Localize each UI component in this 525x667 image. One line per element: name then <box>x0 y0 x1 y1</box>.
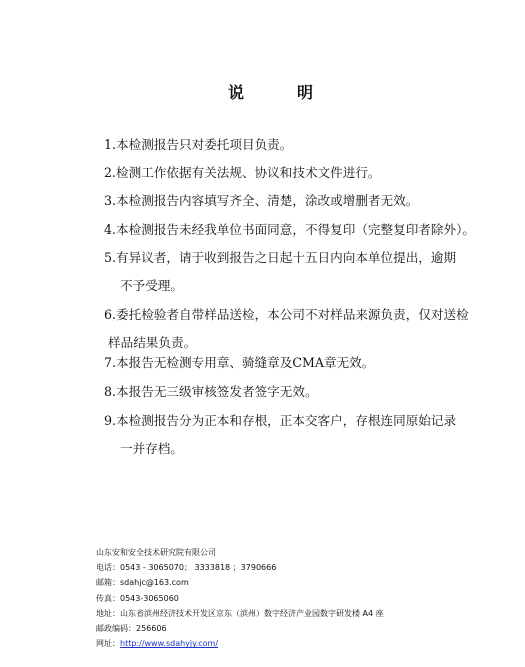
instruction-item-9 <box>104 414 456 428</box>
item-text: 本检测报告内容填写齐全、清楚，涂改或增删者无效。 <box>116 193 419 208</box>
item-number: 5. <box>104 250 117 265</box>
item-number: 1. <box>104 137 117 152</box>
instruction-item-3 <box>104 194 418 208</box>
instruction-item-2 <box>104 166 381 180</box>
instruction-item-7 <box>104 356 374 370</box>
item-number: 7. <box>104 355 117 370</box>
item-text: 检测工作依据有关法规、协议和技术文件进行。 <box>116 165 381 180</box>
website-label: 网址： <box>96 639 120 649</box>
item-text: 本报告无三级审核签发者签字无效。 <box>116 384 318 399</box>
item-text: 本检测报告只对委托项目负责。 <box>116 137 293 152</box>
title-char-2: 明 <box>297 83 314 102</box>
address-line: 地址：山东省滨州经济技术开发区京东（滨州）数字经济产业园数字研发楼 A4 座 <box>96 608 384 618</box>
item-text: 本检测报告未经我单位书面同意，不得复印（完整复印者除外）。 <box>116 222 475 237</box>
company-name: 山东安和安全技术研究院有限公司 <box>96 548 216 557</box>
postcode-line: 邮政编码：256606 <box>96 624 167 634</box>
item-text: 本报告无检测专用章、骑缝章及CMA章无效。 <box>116 355 375 370</box>
item-number: 9. <box>104 413 117 428</box>
item-number: 8. <box>104 384 117 399</box>
item-text: 委托检验者自带样品送检，本公司不对样品来源负责，仅对送检 <box>116 307 469 322</box>
instruction-item-5-continuation: 不予受理。 <box>120 278 183 293</box>
instruction-item-1 <box>104 138 292 152</box>
item-text: 有异议者，请于收到报告之日起十五日内向本单位提出，逾期 <box>116 250 457 265</box>
phone-line: 电话：0543 - 3065070； 3333818 ；3790666 <box>96 563 277 573</box>
item-number: 3. <box>104 193 117 208</box>
instruction-item-4 <box>104 223 475 237</box>
item-number: 6. <box>104 307 117 322</box>
item-text: 本检测报告分为正本和存根，正本交客户，存根连同原始记录 <box>116 413 457 428</box>
website-link[interactable]: http://www.sdahyjy.com/ <box>120 639 219 649</box>
instruction-item-5 <box>104 251 456 265</box>
instruction-item-8 <box>104 385 318 399</box>
item-number: 4. <box>104 222 117 237</box>
title-char-1: 说 <box>228 83 245 102</box>
item-number: 2. <box>104 165 117 180</box>
instruction-item-6 <box>104 308 469 322</box>
instruction-item-9-continuation: 一并存档。 <box>120 441 183 456</box>
company-contact-block <box>96 545 384 651</box>
fax-line: 传真：0543-3065060 <box>96 593 179 603</box>
instruction-item-6-continuation: 样品结果负责。 <box>108 335 197 350</box>
email-line: 邮箱：sdahjc@163.com <box>96 578 189 588</box>
website-line <box>96 636 384 651</box>
